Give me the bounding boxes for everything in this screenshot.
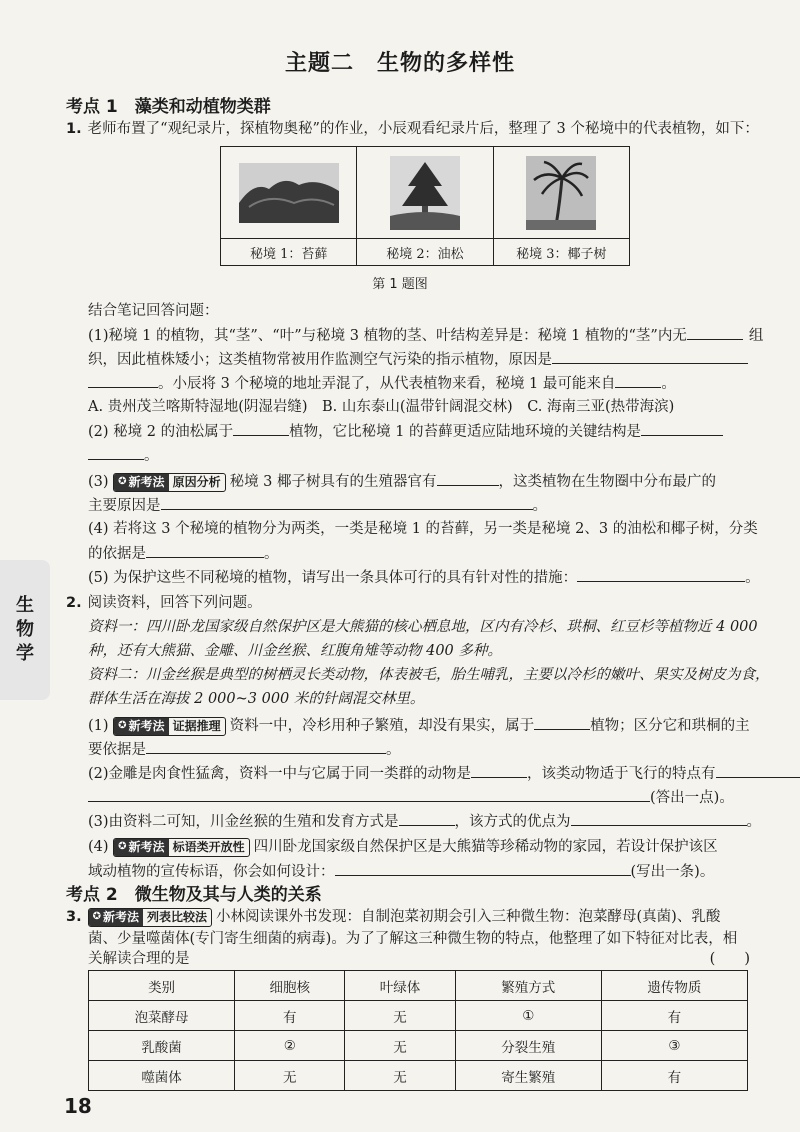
fig-caption-1: 秘境 1：苔藓 (249, 246, 328, 262)
q2-material2-line1: 资料二：川金丝猴是典型的树栖灵长类动物，体表被毛，胎生哺乳，主要以冷杉的嫩叶、果实及树皮为食， (88, 667, 770, 683)
table-row: 乳酸菌 ② 无 分裂生殖 ③ (89, 1031, 748, 1061)
q2-part1-line1: (1) ✪ 新考法 证据推理 资料一中，冷杉用种子繁殖，却没有果实，属于 植物；区分它和珙桐的主 (88, 714, 760, 737)
q1-part5: (5) 为保护这些不同秘境的植物，请写出一条具体可行的具有针对性的措施： 。 (88, 566, 760, 589)
q1-figure (220, 146, 630, 266)
answer-blank[interactable] (88, 786, 650, 802)
answer-blank[interactable] (571, 810, 747, 826)
answer-blank[interactable] (335, 860, 631, 876)
q1-options: A. 贵州茂兰喀斯特湿地(阴湿岩缝) B. 山东泰山(温带针阔混交林) C. 海南三亚(热带海滨) (88, 399, 675, 415)
q2-material1-line1: 资料一：四川卧龙国家级自然保护区是大熊猫的核心栖息地，区内有冷杉、珙桐、红豆杉等植物近 4 000 (88, 619, 758, 635)
answer-blank[interactable] (233, 420, 289, 436)
fig-cell-coconut (494, 147, 629, 265)
new-method-tag: ✪ 新考法 证据推理 (113, 717, 225, 736)
fig-cell-pine (357, 147, 493, 265)
q2-part2-line1: (2)金雕是肉食性猛禽，资料一中与它属于同一类群的动物是 ，该类动物适于飞行的特点有 (88, 762, 760, 785)
star-icon: ✪ (92, 911, 101, 922)
q1-part2-line2: 。 (88, 444, 760, 467)
answer-blank[interactable] (641, 420, 723, 436)
star-icon: ✪ (118, 841, 127, 852)
star-icon: ✪ (118, 476, 127, 487)
q3-line2: 菌、少量噬菌体(专门寄生细菌的病毒)。为了了解这三种微生物的特点，他整理了如下特征对比表，相 (88, 931, 738, 947)
table-row: 泡菜酵母 有 无 ① 有 (89, 1001, 748, 1031)
q1-part3-line1: (3) ✪ 新考法 原因分析 秘境 3 椰子树具有的生殖器官有 ，这类植物在生物圈中分布最广的 (88, 470, 760, 493)
q1-part4-line1: (4) 若将这 3 个秘境的植物分为两类，一类是秘境 1 的苔藓，另一类是秘境 2、3 的油松和椰子树，分类 (88, 521, 758, 537)
page-title: 主题二 生物的多样性 (284, 51, 515, 76)
table-header-row: 类别 细胞核 叶绿体 繁殖方式 遗传物质 (89, 971, 748, 1001)
answer-blank[interactable] (437, 470, 499, 486)
q2-material1-line2: 种，还有大熊猫、金雕、川金丝猴、红腹角雉等动物 400 多种。 (88, 643, 502, 659)
fig-cell-moss (221, 147, 357, 265)
q1-part1-line3: 。小辰将 3 个秘境的地址弄混了，从代表植物来看，秘境 1 最可能来自 。 (88, 372, 760, 395)
q1-part1-line1: (1)秘境 1 的植物，其“茎”、“叶”与秘境 3 植物的茎、叶结构差异是：秘境 1 植物的“茎”内无 组 (88, 324, 760, 347)
q1-part2-line1: (2) 秘境 2 的油松属于 植物，它比秘境 1 的苔藓更适应陆地环境的关键结构是 (88, 420, 760, 443)
fig-caption-3: 秘境 3：椰子树 (516, 246, 607, 262)
q3-line3: 关解读合理的是 ( ) (88, 948, 760, 970)
answer-paren[interactable]: ( ) (709, 951, 750, 967)
q1-figure-label: 第 1 题图 (372, 277, 428, 292)
subject-side-tab: 生 物 学 (0, 560, 50, 700)
q1-stem (66, 118, 760, 140)
q2-part2-line2: (答出一点)。 (88, 786, 760, 809)
answer-blank[interactable] (577, 566, 745, 582)
fig-caption-2: 秘境 2：油松 (386, 246, 464, 262)
answer-blank[interactable] (399, 810, 455, 826)
q1-number: 1. (66, 121, 82, 137)
answer-blank[interactable] (716, 762, 800, 778)
moss-photo (239, 163, 339, 223)
q3-line1: 3. ✪ 新考法 列表比较法 小林阅读课外书发现：自制泡菜初期会引入三种微生物：泡菜酵母(真菌)、乳酸 (66, 906, 760, 928)
answer-blank[interactable] (471, 762, 527, 778)
coconut-tree-photo (526, 156, 596, 230)
new-method-tag: ✪ 新考法 标语类开放性 (113, 838, 249, 857)
answer-blank[interactable] (687, 324, 743, 340)
q2-material2-line2: 群体生活在海拔 2 000~3 000 米的针阔混交林里。 (88, 691, 425, 707)
pine-photo (390, 156, 460, 230)
table-row: 噬菌体 无 无 寄生繁殖 有 (89, 1061, 748, 1091)
answer-blank[interactable] (161, 494, 533, 510)
q1-intro: 结合笔记回答问题： (88, 303, 219, 319)
q2-part1-line2: 要依据是 。 (88, 738, 760, 761)
q1-text: 老师布置了“观纪录片，探植物奥秘”的作业，小辰观看纪录片后，整理了 3 个秘境中的代表植物，如下： (87, 121, 759, 137)
answer-blank[interactable] (615, 372, 661, 388)
q1-part3-line2: 主要原因是 。 (88, 494, 760, 517)
answer-blank[interactable] (88, 444, 144, 460)
answer-blank[interactable] (552, 348, 748, 364)
q2-part3: (3)由资料二可知，川金丝猴的生殖和发育方式是 ，该方式的优点为 。 (88, 810, 760, 833)
q2-part4-line1: (4) ✪ 新考法 标语类开放性 四川卧龙国家级自然保护区是大熊猫等珍稀动物的家园，若设计保护该区 (88, 836, 760, 858)
q1-part4-line2: 的依据是 。 (88, 542, 760, 565)
comparison-table (88, 970, 748, 1091)
new-method-tag: ✪ 新考法 列表比较法 (88, 908, 212, 927)
page-number: 18 (64, 1094, 92, 1118)
answer-blank[interactable] (534, 714, 590, 730)
section-heading-2: 考点 2 微生物及其与人类的关系 (66, 885, 322, 905)
q1-part1-line2: 织，因此植株矮小；这类植物常被用作监测空气污染的指示植物，原因是 (88, 348, 760, 371)
answer-blank[interactable] (88, 372, 158, 388)
q3-number: 3. (66, 909, 82, 925)
section-heading-1: 考点 1 藻类和动植物类群 (66, 97, 271, 117)
star-icon: ✪ (118, 720, 127, 731)
answer-blank[interactable] (146, 542, 264, 558)
q2-number: 2. (66, 595, 82, 611)
q2-part4-line2: 域动植物的宣传标语，你会如何设计： (写出一条)。 (88, 860, 760, 883)
answer-blank[interactable] (146, 738, 386, 754)
new-method-tag: ✪ 新考法 原因分析 (113, 473, 225, 492)
q2-stem: 2. 阅读资料，回答下列问题。 (66, 595, 262, 611)
